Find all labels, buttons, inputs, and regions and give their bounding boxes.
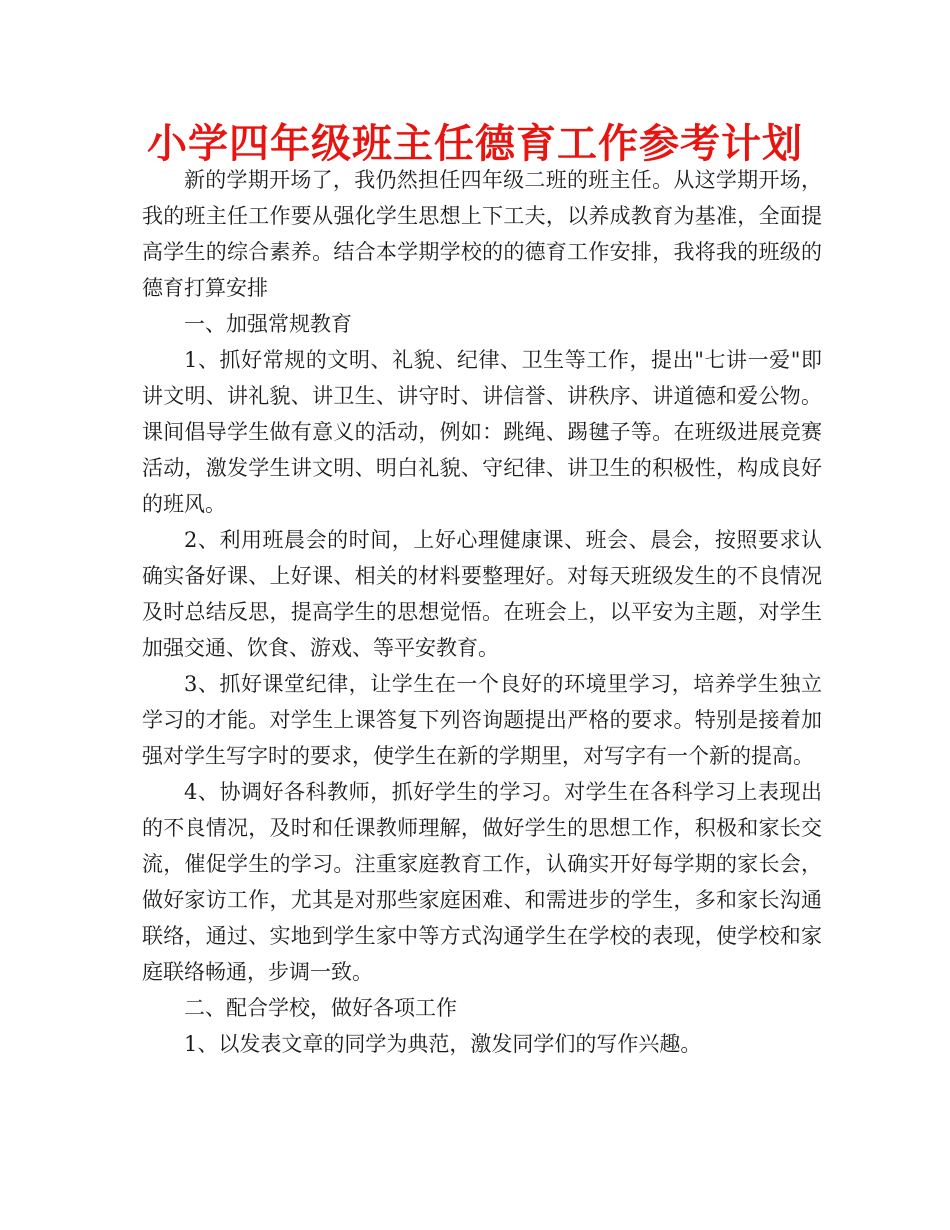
document-title: 小学四年级班主任德育工作参考计划	[147, 121, 803, 167]
paragraph-intro: 新的学期开场了，我仍然担任四年级二班的班主任。从这学期开场，我的班主任工作要从强化学生思想上下工夫，以养成教育为基准，全面提高学生的综合素养。结合本学期学校的的德育工作安排，我将我的班级的德育打算安排	[142, 168, 822, 300]
paragraph-item-3: 3、抓好课堂纪律，让学生在一个良好的环境里学习，培养学生独立学习的才能。对学生上课答复下列咨询题提出严格的要求。特别是接着加强对学生写字时的要求，使学生在新的学期里，对写字有一个新的提高。	[142, 672, 822, 768]
section-heading-2: 二、配合学校，做好各项工作	[184, 996, 457, 1020]
paragraph-item-1: 1、抓好常规的文明、礼貌、纪律、卫生等工作，提出"七讲一爱"即讲文明、讲礼貌、讲卫生、讲守时、讲信誉、讲秩序、讲道德和爱公物。课间倡导学生做有意义的活动，例如：跳绳、踢毽子等。在班级进展竞赛活动，激发学生讲文明、明白礼貌、守纪律、讲卫生的积极性，构成良好的班风。	[142, 348, 822, 516]
document-body	[142, 162, 822, 1062]
section-heading-1: 一、加强常规教育	[184, 312, 352, 336]
paragraph-item-5: 1、以发表文章的同学为典范，激发同学们的写作兴趣。	[184, 1032, 702, 1056]
paragraph-item-4: 4、协调好各科教师，抓好学生的学习。对学生在各科学习上表现出的不良情况，及时和任课教师理解，做好学生的思想工作，积极和家长交流，催促学生的学习。注重家庭教育工作，认确实开好每学期的家长会，做好家访工作，尤其是对那些家庭困难、和需进步的学生，多和家长沟通联络，通过、实地到学生家中等方式沟通学生在学校的表现，使学校和家庭联络畅通，步调一致。	[142, 780, 822, 984]
paragraph-item-2: 2、利用班晨会的时间，上好心理健康课、班会、晨会，按照要求认确实备好课、上好课、相关的材料要整理好。对每天班级发生的不良情况及时总结反思，提高学生的思想觉悟。在班会上，以平安为主题，对学生加强交通、饮食、游戏、等平安教育。	[142, 528, 822, 660]
